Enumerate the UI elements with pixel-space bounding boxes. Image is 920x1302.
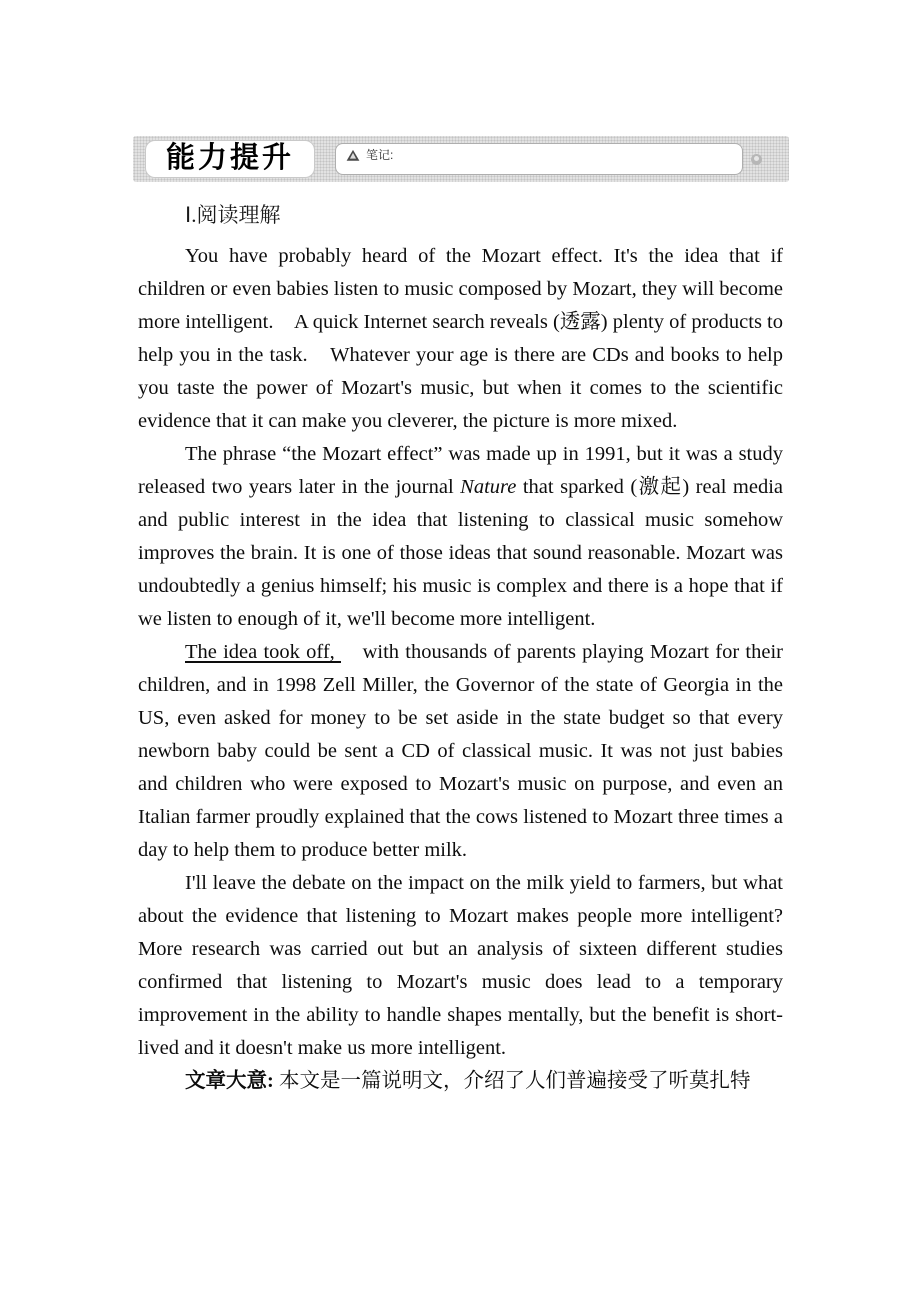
summary-label: 文章大意: [185, 1070, 274, 1092]
summary-line [138, 1065, 783, 1098]
paragraph-4 [138, 867, 783, 1065]
paragraph-3-text: with thousands of parents playing Mozart for their children, and in 1998 Zell Miller, the Governor of the state of Georgia in the US, even asked for money to be set aside in the state budget so that every newborn baby could be sent a CD of classical music. It was not just babies and children who were exposed to Mozart's music on purpose, and even an Italian farmer proudly explained that the cows listened to Mozart three times a day to help them to produce better milk. [138, 641, 783, 861]
section-banner [133, 136, 789, 182]
paragraph-3 [138, 636, 783, 867]
paragraph-2-text-after: that sparked (激起) real media and public interest in the idea that listening to classical music somehow improves the brain. It is one of those ideas that sound reasonable. Mozart was undoubtedly a genius himself; his music is complex and there is a hope that if we listen to enough of it, we'll become more intelligent. [138, 476, 783, 630]
paragraph-1-text: You have probably heard of the Mozart effect. It's the idea that if children or even babies listen to music composed by Mozart, they will become more intelligent. A quick Internet search reveals (透露) plenty of products to help you in the task. Whatever your age is there are CDs and books to help you taste the power of Mozart's music, but when it comes to the scientific evidence that it can make you cleverer, the picture is more mixed. [138, 245, 784, 432]
article-body [138, 202, 783, 1098]
notes-field[interactable] [335, 143, 743, 175]
underlined-phrase: The idea took off, [185, 641, 341, 663]
paragraph-2-text-before: The phrase “the Mozart effect” was made up in 1991, but it was a study released two years later in the journal [138, 443, 783, 498]
paragraph-1 [138, 240, 783, 438]
banner-title: 能力提升 [145, 140, 315, 178]
paragraph-2 [138, 438, 783, 636]
pen-circle-icon [751, 154, 762, 165]
paragraph-4-text: I'll leave the debate on the impact on the milk yield to farmers, but what about the evidence that listening to Mozart makes people more intelligent? More research was carried out but an analysis of sixteen different studies confirmed that listening to Mozart's music does lead to a temporary improvement in the ability to handle shapes mentally, but the benefit is short-lived and it doesn't make us more intelligent. [138, 872, 783, 1059]
section-heading: Ⅰ.阅读理解 [185, 203, 281, 227]
journal-name-italic: Nature [460, 476, 517, 498]
notes-label: 笔记: [366, 148, 394, 162]
note-triangle-icon [346, 149, 360, 162]
summary-text: 本文是一篇说明文，介绍了人们普遍接受了听莫扎特 [273, 1070, 751, 1092]
